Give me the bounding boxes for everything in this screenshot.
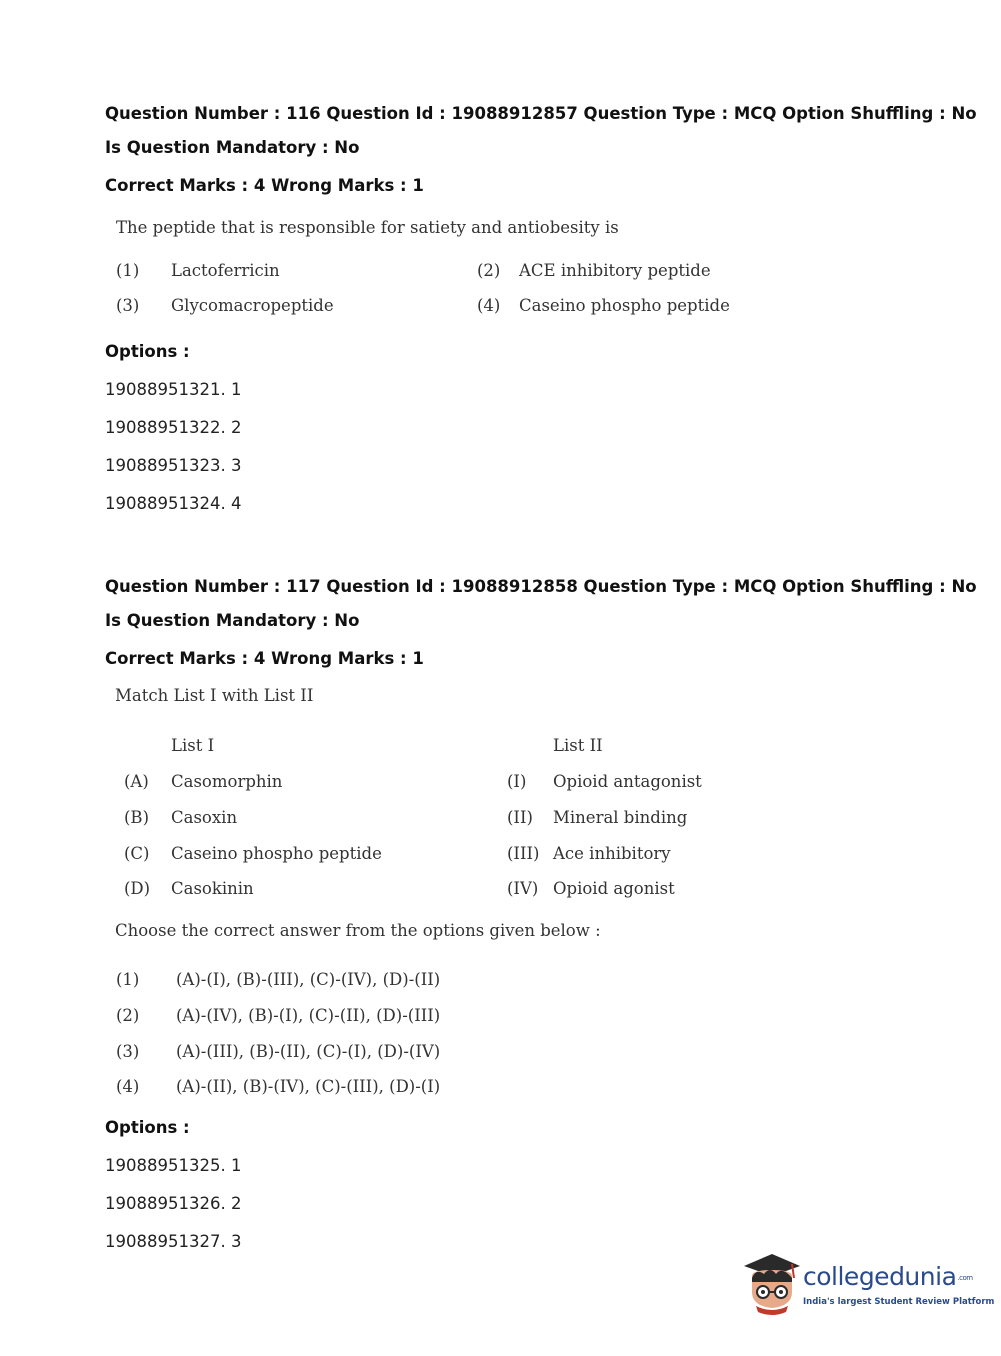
list1-item: Casoxin	[171, 808, 238, 827]
list1-item: Casomorphin	[171, 772, 283, 791]
list2-label: (II)	[507, 808, 533, 827]
choice-text: (A)-(II), (B)-(IV), (C)-(III), (D)-(I)	[176, 1077, 441, 1096]
option-item: 19088951326. 2	[105, 1194, 242, 1213]
question-mandatory: Is Question Mandatory : No	[105, 138, 360, 157]
choice-number: (2)	[477, 261, 501, 280]
choice-number: (1)	[116, 970, 140, 989]
options-label: Options :	[105, 342, 190, 361]
list2-label: (IV)	[507, 879, 539, 898]
question-meta-line: Question Number : 117 Question Id : 19088912858 Question Type : MCQ Option Shuffling : No	[105, 577, 977, 596]
choice-number: (3)	[116, 1042, 140, 1061]
list1-header: List I	[171, 736, 215, 755]
choice-text: (A)-(III), (B)-(II), (C)-(I), (D)-(IV)	[176, 1042, 441, 1061]
list1-item: Casokinin	[171, 879, 254, 898]
option-item: 19088951327. 3	[105, 1232, 242, 1251]
option-item: 19088951322. 2	[105, 418, 242, 437]
list2-item: Opioid agonist	[553, 879, 675, 898]
choice-number: (1)	[116, 261, 140, 280]
option-item: 19088951324. 4	[105, 494, 242, 513]
options-label: Options :	[105, 1118, 190, 1137]
question-stem: Match List I with List II	[115, 686, 314, 705]
logo-tagline: India's largest Student Review Platform	[803, 1297, 995, 1307]
option-item: 19088951325. 1	[105, 1156, 242, 1175]
list1-item: Caseino phospho peptide	[171, 844, 382, 863]
logo-wordmark: collegedunia.com	[803, 1262, 973, 1291]
logo-suffix: .com	[957, 1274, 973, 1282]
choice-text: Lactoferricin	[171, 261, 280, 280]
choice-number: (4)	[477, 296, 501, 315]
choice-text: (A)-(IV), (B)-(I), (C)-(II), (D)-(III)	[176, 1006, 441, 1025]
list1-label: (D)	[124, 879, 151, 898]
list2-label: (III)	[507, 844, 540, 863]
choice-text: Caseino phospho peptide	[519, 296, 730, 315]
list2-item: Ace inhibitory	[553, 844, 671, 863]
choice-number: (4)	[116, 1077, 140, 1096]
question-meta-line: Question Number : 116 Question Id : 19088912857 Question Type : MCQ Option Shuffling : No	[105, 104, 977, 123]
choice-text: (A)-(I), (B)-(III), (C)-(IV), (D)-(II)	[176, 970, 441, 989]
list2-item: Opioid antagonist	[553, 772, 702, 791]
choice-number: (2)	[116, 1006, 140, 1025]
list2-item: Mineral binding	[553, 808, 688, 827]
question-stem: The peptide that is responsible for satiety and antiobesity is	[116, 218, 619, 237]
list2-label: (I)	[507, 772, 527, 791]
question-marks: Correct Marks : 4 Wrong Marks : 1	[105, 649, 424, 668]
list1-label: (A)	[124, 772, 149, 791]
instruction-text: Choose the correct answer from the options given below :	[115, 921, 601, 940]
question-mandatory: Is Question Mandatory : No	[105, 611, 360, 630]
list2-header: List II	[553, 736, 603, 755]
option-item: 19088951321. 1	[105, 380, 242, 399]
list1-label: (B)	[124, 808, 149, 827]
choice-text: Glycomacropeptide	[171, 296, 334, 315]
choice-number: (3)	[116, 296, 140, 315]
list1-label: (C)	[124, 844, 150, 863]
question-marks: Correct Marks : 4 Wrong Marks : 1	[105, 176, 424, 195]
choice-text: ACE inhibitory peptide	[519, 261, 711, 280]
option-item: 19088951323. 3	[105, 456, 242, 475]
